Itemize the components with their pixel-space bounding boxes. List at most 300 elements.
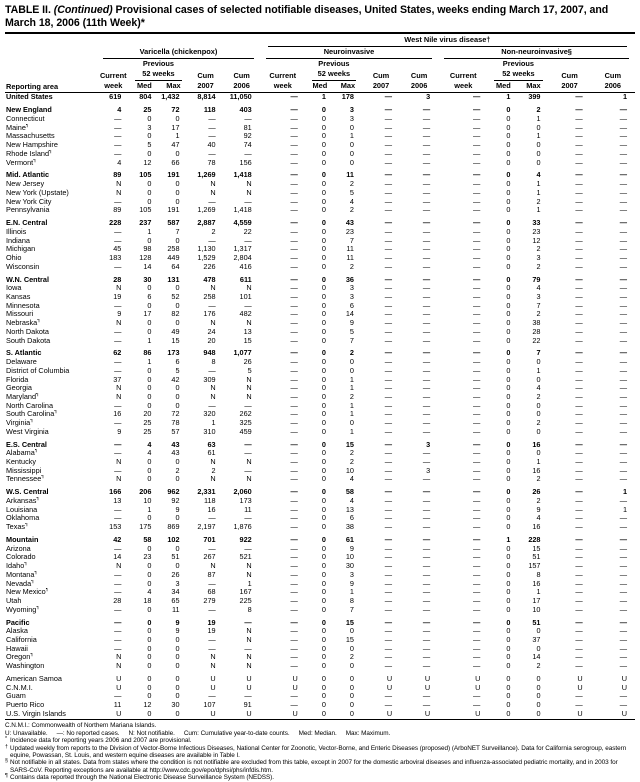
max-label: Max <box>518 81 548 93</box>
reporting-area-cell: Tennessee¶ <box>6 475 44 484</box>
value-cell: 0 <box>506 310 511 319</box>
value-cell: 228 <box>528 536 541 545</box>
value-cell: 9 <box>349 544 354 553</box>
value-cell: 128 <box>139 253 152 262</box>
value-cell: 0 <box>321 449 326 458</box>
value-cell: 0 <box>147 709 152 718</box>
reporting-area-cell: Kansas <box>6 292 31 301</box>
value-cell: — <box>473 123 481 132</box>
value-cell: — <box>384 536 393 545</box>
value-cell: 176 <box>203 310 216 319</box>
value-cell: 0 <box>506 466 511 475</box>
footnote-symbol: § <box>5 758 8 765</box>
value-cell: 2 <box>349 262 354 271</box>
value-cell: 0 <box>506 562 511 571</box>
value-cell: 0 <box>506 180 511 189</box>
value-cell: — <box>473 171 481 180</box>
value-cell: — <box>575 662 583 671</box>
value-cell: — <box>619 180 627 189</box>
value-cell: — <box>384 544 393 553</box>
value-cell: 0 <box>321 605 326 614</box>
value-cell: 0 <box>147 327 152 336</box>
reporting-area-cell: Montana¶ <box>6 570 37 579</box>
table-row <box>5 198 635 207</box>
value-cell: — <box>114 115 122 124</box>
value-cell: 16 <box>532 466 541 475</box>
value-cell: 118 <box>203 497 216 506</box>
value-cell: N <box>246 392 252 401</box>
value-cell: — <box>575 488 583 497</box>
value-cell: — <box>384 366 393 375</box>
reporting-area-cell: Louisiana <box>6 505 38 514</box>
value-cell: — <box>473 366 481 375</box>
value-cell: — <box>619 644 627 653</box>
value-cell: 51 <box>532 618 541 627</box>
non-neuroinvasive-group-label: Non-neuroinvasive§ <box>444 47 629 59</box>
value-cell: 11 <box>346 245 354 254</box>
value-cell: 0 <box>506 358 511 367</box>
value-cell: 7 <box>175 227 180 236</box>
value-cell: 36 <box>345 275 354 284</box>
value-cell: — <box>290 449 298 458</box>
value-cell: — <box>422 292 431 301</box>
value-cell: 0 <box>175 475 180 484</box>
value-cell: 74 <box>243 141 252 150</box>
value-cell: 4 <box>147 440 152 449</box>
value-cell: — <box>473 505 481 514</box>
value-cell: 0 <box>321 505 326 514</box>
value-cell: 0 <box>175 662 180 671</box>
value-cell: 22 <box>243 227 252 236</box>
value-cell: 105 <box>139 171 152 180</box>
non-neuroinvasive-group-header <box>438 47 635 59</box>
value-cell: 10 <box>345 553 354 562</box>
value-cell: 869 <box>167 523 180 532</box>
value-cell: 18 <box>143 596 152 605</box>
value-cell: — <box>473 392 481 401</box>
footnote-text: Contains data reported through the National Electronic Disease Surveillance System (NEDSS). <box>10 774 274 782</box>
value-cell: 0 <box>506 336 511 345</box>
value-cell: 2 <box>536 662 541 671</box>
value-cell: — <box>290 141 298 150</box>
value-cell: 0 <box>147 392 152 401</box>
value-cell: — <box>619 301 627 310</box>
table-row <box>5 328 635 337</box>
value-cell: — <box>575 141 583 150</box>
value-cell: 0 <box>536 674 541 683</box>
previous-label: Previous <box>318 59 350 69</box>
value-cell: — <box>384 180 393 189</box>
value-cell: — <box>422 523 431 532</box>
value-cell: 2 <box>349 349 354 358</box>
value-cell: — <box>384 336 393 345</box>
table-row <box>5 692 635 701</box>
value-cell: — <box>422 384 431 393</box>
value-cell: 7 <box>349 236 354 245</box>
value-cell: 19 <box>113 292 122 301</box>
value-cell: U <box>577 683 583 692</box>
value-cell: — <box>575 588 583 597</box>
value-cell: — <box>575 553 583 562</box>
value-cell: 72 <box>171 106 180 115</box>
value-cell: — <box>384 644 393 653</box>
value-cell: — <box>575 358 583 367</box>
value-cell: — <box>473 596 481 605</box>
value-cell: 0 <box>506 227 511 236</box>
value-cell: — <box>575 635 583 644</box>
value-cell: 0 <box>321 401 326 410</box>
value-cell: — <box>473 562 481 571</box>
value-cell: U <box>577 709 583 718</box>
value-cell: — <box>575 349 583 358</box>
value-cell: 1 <box>349 410 354 419</box>
value-cell: — <box>290 466 298 475</box>
value-cell: 0 <box>321 158 326 167</box>
value-cell: 43 <box>171 449 180 458</box>
value-cell: 11 <box>113 701 122 710</box>
value-cell: — <box>208 132 216 141</box>
table-row <box>5 701 635 710</box>
value-cell: 948 <box>203 349 216 358</box>
value-cell: 0 <box>147 475 152 484</box>
value-cell: N <box>246 570 252 579</box>
value-cell: — <box>208 301 216 310</box>
value-cell: U <box>424 674 431 683</box>
value-cell: — <box>575 440 583 449</box>
value-cell: 478 <box>203 275 216 284</box>
value-cell: 6 <box>349 514 354 523</box>
value-cell: — <box>422 449 431 458</box>
reporting-area-cell: Wyoming¶ <box>6 605 39 614</box>
value-cell: — <box>422 310 431 319</box>
value-cell: — <box>290 301 298 310</box>
value-cell: — <box>384 514 393 523</box>
table-row <box>5 189 635 198</box>
value-cell: — <box>473 227 481 236</box>
value-cell: 26 <box>171 570 180 579</box>
value-cell: — <box>422 627 431 636</box>
reporting-area-cell: Oklahoma <box>6 514 40 523</box>
value-cell: — <box>619 618 627 627</box>
value-cell: 0 <box>506 440 511 449</box>
value-cell: 4 <box>536 384 541 393</box>
value-cell: 107 <box>203 701 216 710</box>
value-cell: 0 <box>349 674 354 683</box>
year2006-label: 2006 <box>400 81 438 93</box>
value-cell: 118 <box>203 106 216 115</box>
value-cell: — <box>473 553 481 562</box>
value-cell: — <box>290 284 298 293</box>
value-cell: 16 <box>207 505 216 514</box>
value-cell: N <box>116 662 122 671</box>
value-cell: — <box>290 653 298 662</box>
value-cell: 4,559 <box>233 219 252 228</box>
value-cell: 15 <box>532 544 541 553</box>
value-cell: 2,197 <box>197 523 216 532</box>
year2006-label: 2006 <box>591 81 635 93</box>
value-cell: 1 <box>622 505 627 514</box>
table-row <box>5 571 635 580</box>
value-cell: — <box>575 188 583 197</box>
value-cell: — <box>473 653 481 662</box>
header-blank <box>97 59 129 69</box>
value-cell: 13 <box>243 327 252 336</box>
value-cell: 0 <box>321 141 326 150</box>
value-cell: 4 <box>147 588 152 597</box>
reporting-area-cell: Indiana <box>6 236 30 245</box>
value-cell: — <box>422 475 431 484</box>
value-cell: — <box>422 514 431 523</box>
varicella-header-spacer <box>97 35 259 47</box>
value-cell: — <box>384 488 393 497</box>
value-cell: 0 <box>506 401 511 410</box>
value-cell: — <box>290 553 298 562</box>
value-cell: 0 <box>147 115 152 124</box>
value-cell: 1,876 <box>233 523 252 532</box>
reporting-area-cell: Pacific <box>6 618 30 627</box>
value-cell: — <box>384 523 393 532</box>
value-cell: — <box>473 197 481 206</box>
value-cell: — <box>244 115 252 124</box>
varicella-group-header <box>97 47 259 59</box>
value-cell: 0 <box>321 301 326 310</box>
value-cell: — <box>473 375 481 384</box>
value-cell: — <box>384 327 393 336</box>
value-cell: — <box>575 375 583 384</box>
value-cell: 9 <box>349 319 354 328</box>
value-cell: — <box>422 375 431 384</box>
notifiable-diseases-table <box>5 35 635 718</box>
value-cell: U <box>621 674 627 683</box>
value-cell: — <box>290 392 298 401</box>
value-cell: 43 <box>171 440 180 449</box>
value-cell: 3 <box>349 106 354 115</box>
med-label: Med <box>488 81 518 93</box>
value-cell: 0 <box>321 106 326 115</box>
table-row <box>5 302 635 311</box>
value-cell: — <box>473 662 481 671</box>
value-cell: 28 <box>113 596 122 605</box>
value-cell: 30 <box>143 275 152 284</box>
value-cell: 0 <box>321 292 326 301</box>
value-cell: 1 <box>349 401 354 410</box>
value-cell: — <box>473 466 481 475</box>
value-cell: — <box>575 514 583 523</box>
footnote-marker: ¶ <box>36 392 39 398</box>
value-cell: — <box>619 692 627 701</box>
value-cell: — <box>575 284 583 293</box>
value-cell: 0 <box>321 419 326 428</box>
footnote-text: Updated weekly from reports to the Division of Vector-Borne Infectious Diseases, National Center for Zoonotic, Vector-Borne, and Enteric Diseases (proposed) (ArboNET Surveillance). Data for California serogroup, eastern equine, Powassan, St. Louis, and western equine diseases are available in Table I. <box>10 744 627 760</box>
value-cell: 611 <box>239 275 252 284</box>
value-cell: 521 <box>239 553 252 562</box>
value-cell: 0 <box>321 236 326 245</box>
value-cell: — <box>619 236 627 245</box>
value-cell: 1 <box>349 375 354 384</box>
value-cell: — <box>473 440 481 449</box>
value-cell: — <box>384 596 393 605</box>
value-cell: — <box>384 227 393 236</box>
value-cell: 1,529 <box>197 253 216 262</box>
value-cell: — <box>384 553 393 562</box>
legend-item: —: No reported cases. <box>56 729 120 737</box>
footnote-marker: ¶ <box>24 562 27 567</box>
value-cell: 1 <box>536 366 541 375</box>
value-cell: — <box>422 106 431 115</box>
value-cell: 0 <box>506 410 511 419</box>
value-cell: 0 <box>506 458 511 467</box>
value-cell: 3 <box>349 292 354 301</box>
cum-label: Cum <box>197 71 214 81</box>
value-cell: — <box>575 219 583 228</box>
value-cell: 12 <box>143 158 152 167</box>
value-cell: — <box>473 292 481 301</box>
value-cell: — <box>384 284 393 293</box>
value-cell: N <box>246 458 252 467</box>
value-cell: 15 <box>345 635 354 644</box>
value-cell: N <box>116 319 122 328</box>
value-cell: 0 <box>147 644 152 653</box>
value-cell: — <box>422 349 431 358</box>
reporting-area-cell: Arizona <box>6 544 31 553</box>
value-cell: — <box>114 123 122 132</box>
value-cell: 0 <box>175 384 180 393</box>
value-cell: — <box>208 644 216 653</box>
value-cell: 3 <box>349 570 354 579</box>
value-cell: 0 <box>147 401 152 410</box>
value-cell: — <box>208 605 216 614</box>
value-cell: — <box>619 523 627 532</box>
value-cell: — <box>114 514 122 523</box>
value-cell: — <box>473 544 481 553</box>
value-cell: — <box>290 319 298 328</box>
value-cell: 191 <box>167 206 180 215</box>
footnote-marker: ¶ <box>31 579 34 585</box>
table-row <box>5 254 635 263</box>
value-cell: 0 <box>506 123 511 132</box>
value-cell: 0 <box>536 375 541 384</box>
value-cell: — <box>244 449 252 458</box>
value-cell: N <box>210 475 216 484</box>
value-cell: 0 <box>506 701 511 710</box>
value-cell: 0 <box>321 188 326 197</box>
value-cell: 166 <box>109 488 122 497</box>
value-cell: 0 <box>147 562 152 571</box>
header-blank <box>400 59 438 69</box>
value-cell: 0 <box>506 514 511 523</box>
table-row <box>5 553 635 562</box>
value-cell: N <box>246 653 252 662</box>
value-cell: 0 <box>506 392 511 401</box>
value-cell: — <box>619 653 627 662</box>
value-cell: — <box>575 401 583 410</box>
value-cell: — <box>619 158 627 167</box>
value-cell: 37 <box>532 635 541 644</box>
table-row <box>5 228 635 237</box>
reporting-area-cell: Illinois <box>6 227 27 236</box>
value-cell: — <box>619 605 627 614</box>
value-cell: 0 <box>506 158 511 167</box>
value-cell: — <box>290 115 298 124</box>
value-cell: 0 <box>506 553 511 562</box>
value-cell: 4 <box>147 449 152 458</box>
footnote-marker: ¶ <box>41 475 44 480</box>
value-cell: — <box>384 319 393 328</box>
value-cell: 0 <box>506 497 511 506</box>
reporting-area-cell: S. Atlantic <box>6 349 42 358</box>
value-cell: — <box>114 618 122 627</box>
value-cell: — <box>619 366 627 375</box>
reporting-area-cell: South Dakota <box>6 336 51 345</box>
value-cell: 25 <box>143 427 152 436</box>
value-cell: — <box>619 336 627 345</box>
reporting-area-cell: California <box>6 635 37 644</box>
value-cell: — <box>473 692 481 701</box>
value-cell: — <box>384 123 393 132</box>
value-cell: 962 <box>167 488 180 497</box>
legend-line <box>5 730 635 737</box>
value-cell: 0 <box>321 253 326 262</box>
value-cell: 0 <box>506 188 511 197</box>
value-cell: 6 <box>147 292 152 301</box>
value-cell: — <box>422 123 431 132</box>
table-row <box>5 159 635 168</box>
value-cell: 2,804 <box>233 253 252 262</box>
value-cell: — <box>619 375 627 384</box>
legend-item: N: Not notifiable. <box>128 729 175 737</box>
value-cell: — <box>208 692 216 701</box>
value-cell: 267 <box>203 553 216 562</box>
value-cell: 0 <box>506 662 511 671</box>
value-cell: — <box>114 401 122 410</box>
value-cell: — <box>290 497 298 506</box>
value-cell: 5 <box>349 327 354 336</box>
value-cell: — <box>619 171 627 180</box>
value-cell: 167 <box>239 588 252 597</box>
value-cell: — <box>619 123 627 132</box>
value-cell: 30 <box>171 701 180 710</box>
value-cell: 0 <box>175 562 180 571</box>
value-cell: 0 <box>506 284 511 293</box>
value-cell: — <box>473 427 481 436</box>
weeks52-label: 52 weeks <box>135 69 181 81</box>
value-cell: 33 <box>532 219 541 228</box>
value-cell: 173 <box>239 497 252 506</box>
value-cell: 25 <box>143 106 152 115</box>
value-cell: 416 <box>239 262 252 271</box>
value-cell: 0 <box>321 358 326 367</box>
value-cell: 0 <box>321 562 326 571</box>
value-cell: 206 <box>139 488 152 497</box>
value-cell: — <box>114 627 122 636</box>
value-cell: — <box>619 579 627 588</box>
reporting-area-cell: U.S. Virgin Islands <box>6 709 66 718</box>
legend-item: Max: Maximum. <box>345 729 391 737</box>
reporting-area-cell: Alaska <box>6 627 28 636</box>
value-cell: 0 <box>506 171 511 180</box>
value-cell: 0 <box>321 596 326 605</box>
value-cell: — <box>384 149 393 158</box>
value-cell: 11 <box>346 253 354 262</box>
value-cell: 0 <box>321 427 326 436</box>
value-cell: — <box>422 596 431 605</box>
value-cell: — <box>290 523 298 532</box>
value-cell: 0 <box>349 358 354 367</box>
footnote-marker: ¶ <box>30 653 33 658</box>
footnote-symbol: * <box>5 736 7 743</box>
value-cell: 0 <box>321 115 326 124</box>
value-cell: — <box>619 358 627 367</box>
